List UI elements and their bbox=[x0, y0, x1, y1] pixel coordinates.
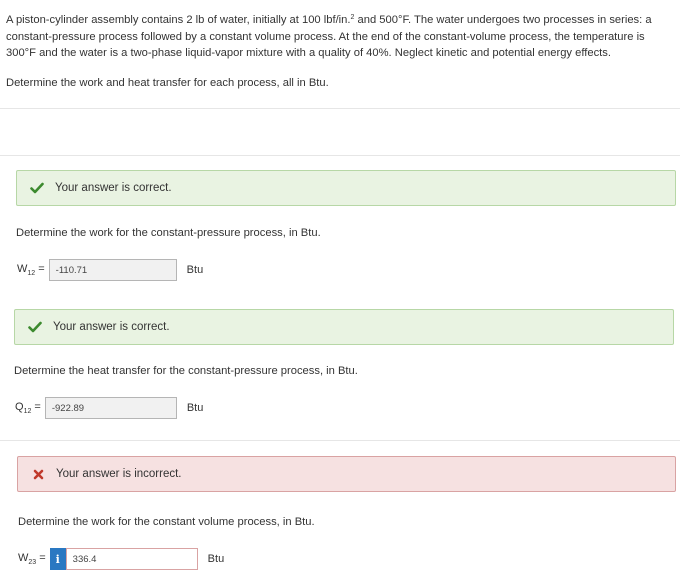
answer-input[interactable]: 336.4 bbox=[66, 548, 198, 570]
checkmark-icon bbox=[29, 180, 45, 196]
info-icon[interactable]: i bbox=[50, 548, 66, 570]
answer-row bbox=[15, 397, 203, 419]
variable-label: $W_{12}$ = bbox=[17, 262, 45, 278]
divider bbox=[0, 155, 680, 156]
variable-label: $W_{23}$ = bbox=[18, 551, 46, 567]
cross-icon bbox=[30, 466, 46, 482]
correct-alert bbox=[14, 309, 674, 345]
correct-alert bbox=[16, 170, 676, 206]
answer-row bbox=[18, 548, 224, 570]
unit-label: Btu bbox=[186, 402, 204, 414]
variable-label: $Q_{12}$ = bbox=[15, 400, 41, 416]
answer-input[interactable]: -110.71 bbox=[49, 259, 177, 281]
unit-label: Btu bbox=[186, 264, 204, 276]
unit-label: Btu bbox=[207, 553, 225, 565]
incorrect-alert bbox=[17, 456, 676, 492]
divider bbox=[0, 108, 680, 109]
problem-ask: Determine the work and heat transfer for each process, all in Btu. bbox=[6, 76, 329, 89]
checkmark-icon bbox=[27, 319, 43, 335]
alert-text: Your answer is correct. bbox=[55, 182, 172, 194]
alert-text: Your answer is incorrect. bbox=[56, 468, 182, 480]
divider bbox=[0, 440, 680, 441]
question-text: Determine the work for the constant volume process, in Btu. bbox=[18, 516, 315, 528]
problem-text: A piston-cylinder assembly contains 2 lb of water, initially at 100 lbf/in.$^2$ and 500°F. The water undergoes two processes in series: a constant-pressure process followed by a constant volume process. At the end of the constant-volume process, the temperature is 300°F and the water is a two-phase liquid-vapor mixture with a quality of 40%. Neglect kinetic and potential energy effects. bbox=[6, 14, 652, 59]
question-text: Determine the work for the constant-pressure process, in Btu. bbox=[16, 227, 321, 239]
answer-input[interactable]: -922.89 bbox=[45, 397, 177, 419]
alert-text: Your answer is correct. bbox=[53, 321, 170, 333]
question-text: Determine the heat transfer for the constant-pressure process, in Btu. bbox=[14, 365, 358, 377]
problem-statement bbox=[6, 12, 674, 91]
answer-row bbox=[17, 259, 203, 281]
